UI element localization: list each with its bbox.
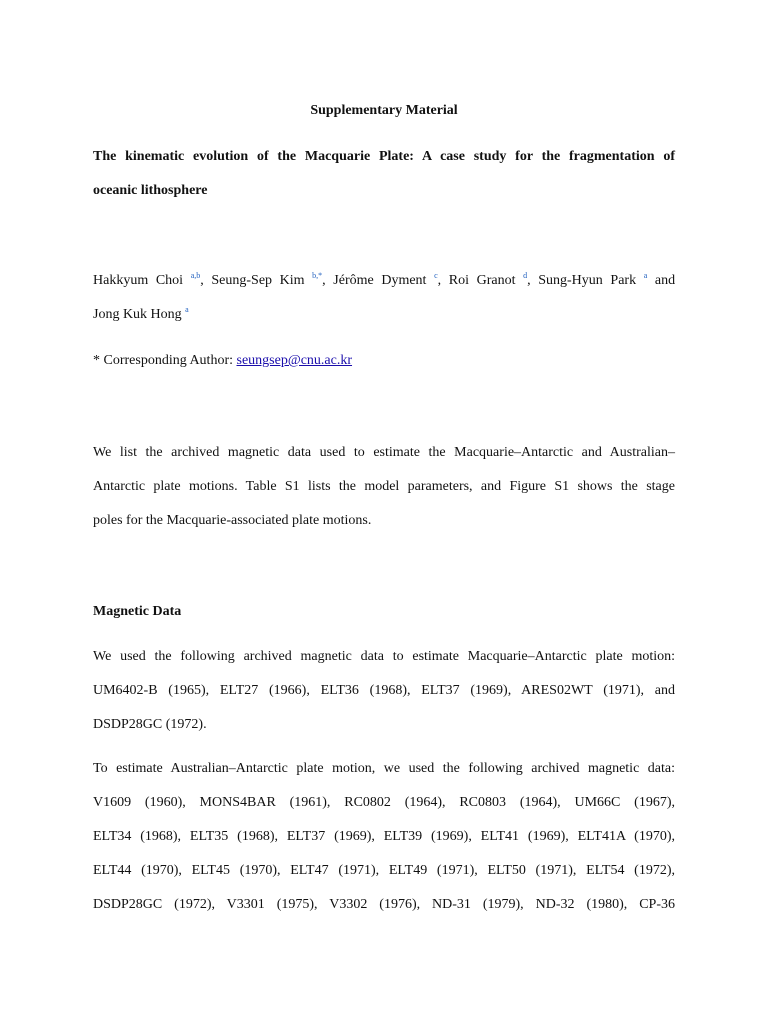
corresponding-email-link[interactable]: seungsep@cnu.ac.kr [236, 353, 353, 368]
author-list [93, 264, 675, 332]
para1-line-2: UM6402-B (1965), ELT27 (1966), ELT36 (1968), ELT37 (1969), ARES02WT (1971), and [93, 683, 675, 698]
section-heading-magnetic-data: Magnetic Data [93, 604, 182, 619]
para2-line-2: V1609 (1960), MONS4BAR (1961), RC0802 (1964), RC0803 (1964), UM66C (1967), [93, 795, 675, 810]
paper-title [93, 140, 675, 208]
intro-line-1: We list the archived magnetic data used to estimate the Macquarie–Antarctic and Australian– [93, 445, 675, 460]
author-1: Hakkyum Choi $^{a,b}$, [93, 271, 212, 288]
para1-line-1: We used the following archived magnetic data to estimate Macquarie–Antarctic plate motion: [93, 649, 675, 664]
para2-line-1: To estimate Australian–Antarctic plate motion, we used the following archived magnetic data: [93, 761, 675, 776]
para1-line-3: DSDP28GC (1972). [93, 717, 207, 732]
intro-paragraph [93, 436, 675, 538]
corresponding-label: * Corresponding Author: [93, 353, 237, 368]
authors-line-2 [93, 298, 675, 332]
authors-line-1 [93, 264, 675, 298]
para2-line-5: DSDP28GC (1972), V3301 (1975), V3302 (1976), ND-31 (1979), ND-32 (1980), CP-36 [93, 897, 675, 912]
corresponding-author [93, 344, 675, 378]
supplementary-heading: Supplementary Material [310, 103, 458, 118]
title-line-2: oceanic lithosphere [93, 183, 208, 198]
paragraph-macquarie-antarctic [93, 640, 675, 742]
para2-line-3: ELT34 (1968), ELT35 (1968), ELT37 (1969), ELT39 (1969), ELT41 (1969), ELT41A (1970), [93, 829, 675, 844]
author-2: Seung-Sep Kim $^{b,*}$, [211, 271, 334, 288]
intro-line-2: Antarctic plate motions. Table S1 lists the model parameters, and Figure S1 shows the stage [93, 479, 675, 494]
author-4: Roi Granot $^d$, [448, 271, 539, 288]
para2-line-4: ELT44 (1970), ELT45 (1970), ELT47 (1971), ELT49 (1971), ELT50 (1971), ELT54 (1972), [93, 863, 675, 878]
author-5: Sung-Hyun Park $^a$ and [538, 271, 676, 288]
intro-line-3: poles for the Macquarie-associated plate motions. [93, 513, 372, 528]
title-line-1: The kinematic evolution of the Macquarie Plate: A case study for the fragmentation of [93, 149, 675, 164]
paragraph-australian-antarctic [93, 752, 675, 922]
author-6: Jong Kuk Hong $^a$ [93, 305, 189, 322]
author-3: Jérôme Dyment $^c$, [333, 271, 449, 288]
